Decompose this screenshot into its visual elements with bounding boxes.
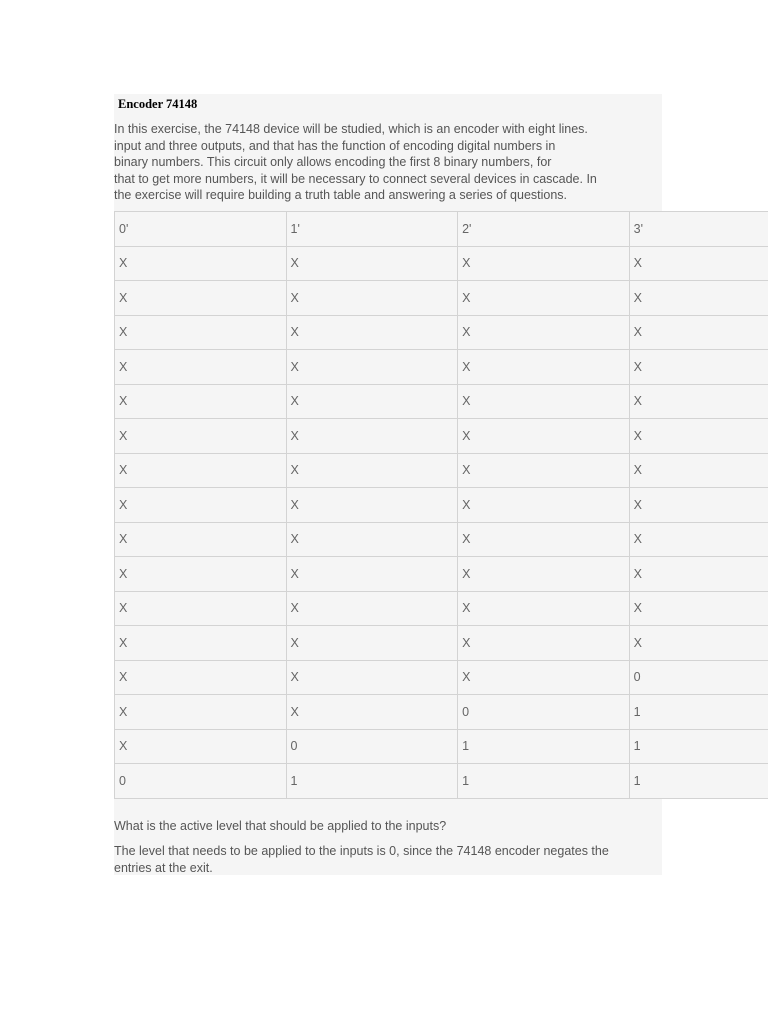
table-cell: X <box>286 350 458 385</box>
table-row <box>115 660 768 695</box>
table-cell: X <box>629 488 768 523</box>
table-row <box>115 281 768 316</box>
table-cell: X <box>286 522 458 557</box>
table-header-row <box>115 212 768 247</box>
table-cell: X <box>458 246 630 281</box>
table-header-cell: 2' <box>458 212 630 247</box>
answer-line: entries at the exit. <box>114 860 213 875</box>
table-row <box>115 419 768 454</box>
table-cell: X <box>115 522 287 557</box>
table-header-cell: 0' <box>115 212 287 247</box>
table-cell: X <box>458 281 630 316</box>
table-cell: X <box>286 419 458 454</box>
intro-line: input and three outputs, and that has the function of encoding digital numbers in <box>114 138 556 153</box>
answer-line: The level that needs to be applied to the inputs is 0, since the 74148 encoder negates the <box>114 844 609 858</box>
truth-table <box>114 211 768 799</box>
table-cell: X <box>458 384 630 419</box>
table-row <box>115 522 768 557</box>
table-cell: X <box>286 557 458 592</box>
table-cell: X <box>629 350 768 385</box>
table-cell: X <box>629 591 768 626</box>
table-cell: X <box>458 591 630 626</box>
table-cell: X <box>629 522 768 557</box>
table-row <box>115 384 768 419</box>
answer-paragraph <box>114 843 609 876</box>
intro-line: the exercise will require building a truth table and answering a series of questions. <box>114 188 568 203</box>
table-cell: 0 <box>458 695 630 730</box>
table-cell: X <box>115 591 287 626</box>
intro-paragraph <box>114 121 662 204</box>
table-cell: X <box>115 350 287 385</box>
table-cell: X <box>629 246 768 281</box>
table-cell: X <box>629 315 768 350</box>
table-cell: X <box>115 695 287 730</box>
table-cell: X <box>115 281 287 316</box>
table-cell: X <box>458 315 630 350</box>
table-cell: X <box>286 660 458 695</box>
table-cell: X <box>458 453 630 488</box>
table-cell: X <box>286 626 458 661</box>
table-cell: X <box>115 315 287 350</box>
table-row <box>115 315 768 350</box>
table-cell: X <box>115 626 287 661</box>
table-cell: X <box>286 488 458 523</box>
table-cell: X <box>115 660 287 695</box>
table-header-cell: 1' <box>286 212 458 247</box>
table-cell: X <box>286 246 458 281</box>
intro-line: binary numbers. This circuit only allows encoding the first 8 binary numbers, for <box>114 155 552 170</box>
table-cell: X <box>286 281 458 316</box>
table-cell: X <box>458 350 630 385</box>
table-row <box>115 695 768 730</box>
table-cell: X <box>629 281 768 316</box>
table-cell: 0 <box>115 764 287 799</box>
table-cell: X <box>458 419 630 454</box>
table-cell: X <box>629 419 768 454</box>
table-cell: X <box>115 246 287 281</box>
table-row <box>115 246 768 281</box>
table-cell: X <box>286 695 458 730</box>
table-cell: X <box>458 626 630 661</box>
table-cell: X <box>115 419 287 454</box>
table-cell: X <box>629 626 768 661</box>
table-cell: X <box>629 557 768 592</box>
table-cell: X <box>115 557 287 592</box>
table-cell: 1 <box>286 764 458 799</box>
table-row <box>115 488 768 523</box>
table-cell: 1 <box>629 764 768 799</box>
table-cell: X <box>115 729 287 764</box>
table-cell: X <box>286 591 458 626</box>
table-cell: X <box>115 488 287 523</box>
table-row <box>115 764 768 799</box>
document-title: Encoder 74148 <box>118 97 198 111</box>
table-cell: 1 <box>629 729 768 764</box>
table-row <box>115 729 768 764</box>
table-cell: 0 <box>286 729 458 764</box>
table-row <box>115 350 768 385</box>
table-cell: X <box>115 384 287 419</box>
table-cell: X <box>115 453 287 488</box>
table-row <box>115 557 768 592</box>
table-cell: 1 <box>629 695 768 730</box>
table-header-cell: 3' <box>629 212 768 247</box>
table-row <box>115 453 768 488</box>
intro-line: In this exercise, the 74148 device will be studied, which is an encoder with eight lines. <box>114 122 588 136</box>
table-row <box>115 626 768 661</box>
table-cell: 0 <box>629 660 768 695</box>
table-cell: X <box>286 315 458 350</box>
table-cell: X <box>629 384 768 419</box>
table-cell: X <box>629 453 768 488</box>
table-cell: X <box>458 557 630 592</box>
intro-line: that to get more numbers, it will be necessary to connect several devices in cascade. In <box>114 171 597 186</box>
question-text: What is the active level that should be applied to the inputs? <box>114 819 447 833</box>
table-cell: X <box>458 522 630 557</box>
table-cell: X <box>286 453 458 488</box>
table-cell: X <box>286 384 458 419</box>
table-row <box>115 591 768 626</box>
table-cell: X <box>458 488 630 523</box>
table-cell: 1 <box>458 764 630 799</box>
table-cell: X <box>458 660 630 695</box>
table-cell: 1 <box>458 729 630 764</box>
